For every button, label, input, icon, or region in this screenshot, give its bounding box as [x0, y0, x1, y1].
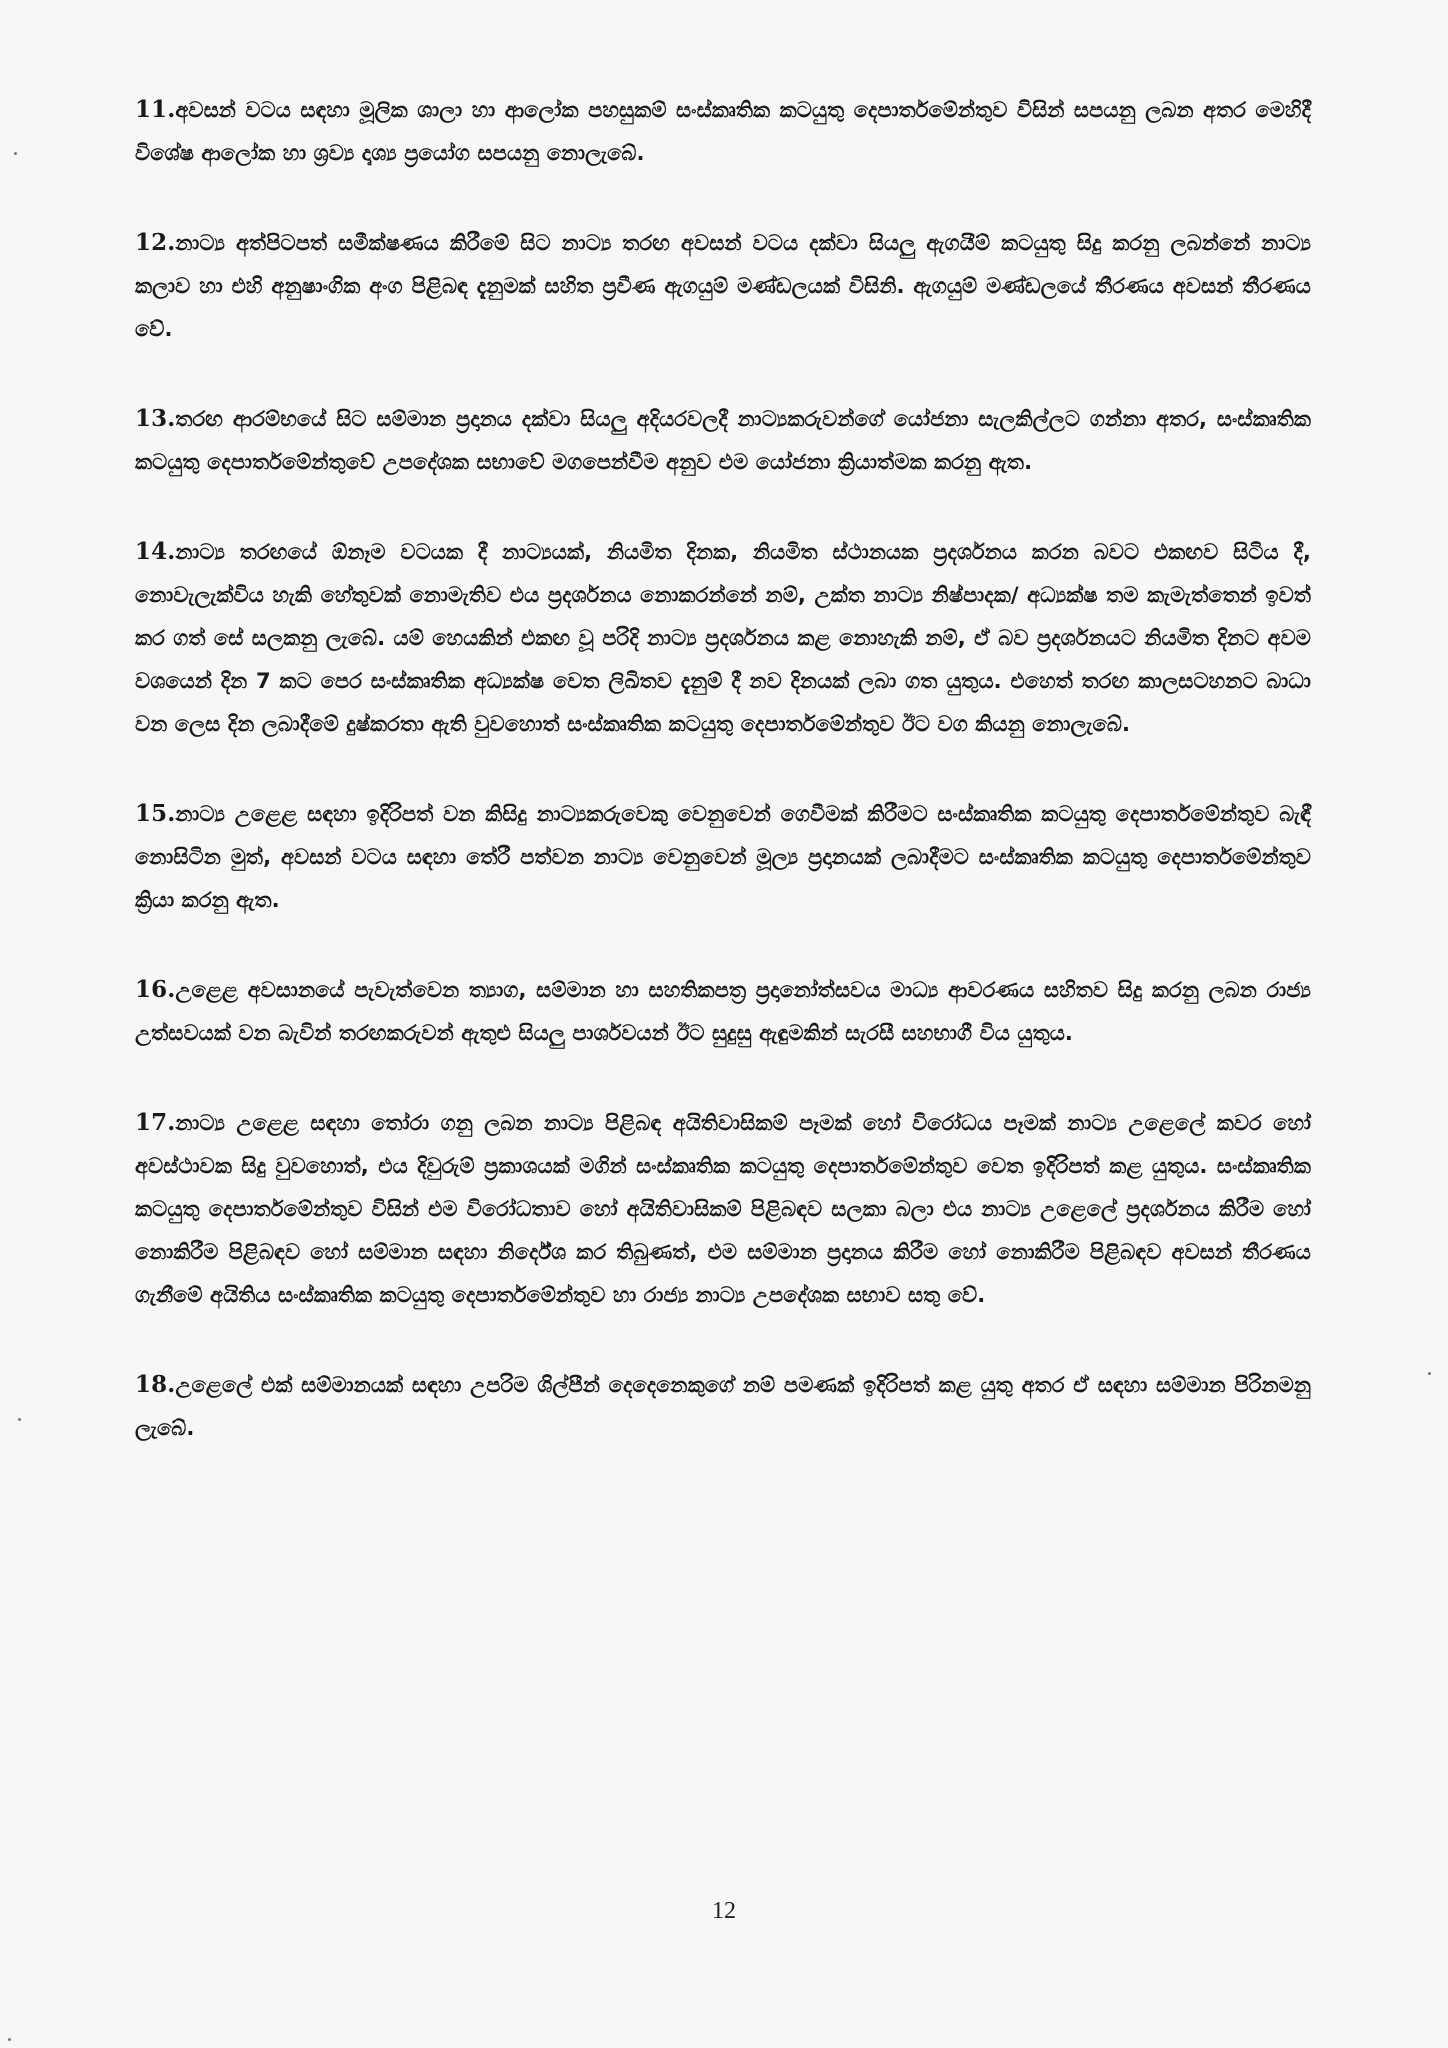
clause-text [135, 1101, 1311, 1317]
clause-16 [135, 968, 1311, 1055]
clause-18 [135, 1363, 1311, 1450]
clause-text [135, 968, 1311, 1055]
clause-text [135, 221, 1311, 351]
clause-text [135, 397, 1311, 484]
clause-text [135, 792, 1311, 922]
clause-text [135, 1363, 1311, 1450]
scan-speck [8, 2038, 11, 2041]
scan-speck [14, 152, 17, 155]
scan-speck [18, 1418, 21, 1421]
clause-body: නාට්‍ය උළෙළ සඳහා ඉදිරිපත් වන කිසිදු නාට්‍යකරුවෙකු වෙනුවෙන් ගෙවීමක් කිරීමට සංස්කෘතික කටයුතු දෙපාර්තමේන්තුව බැඳී නොසිටින මුත්, අවසන් වටය සඳහා තේරී පත්වන නාට්‍ය වෙනුවෙන් මූල්‍ය ප්‍රදානයක් ලබාදීමට සංස්කෘතික කටයුතු දෙපාර්තමේන්තුව ක්‍රියා කරනු ඇත. [135, 802, 1311, 912]
clause-text [135, 88, 1311, 175]
clause-body: උළෙලේ එක් සම්මානයක් සඳහා උපරිම ශිල්පීන් දෙදෙනෙකුගේ නම් පමණක් ඉදිරිපත් කළ යුතු අතර ඒ සඳහා සම්මාන පිරිනමනු ලැබේ. [135, 1373, 1311, 1440]
clause-body: නාට්‍ය තරඟයේ ඕනෑම වටයක දී නාට්‍යයක්, නියමිත දිනක, නියමිත ස්ථානයක ප්‍රදර්ශනය කරන බවට එකඟව සිටිය දී, නොවැලැක්විය හැකි හේතුවක් නොමැතිව එය ප්‍රදර්ශනය නොකරන්නේ නම්, උක්ත නාට්‍ය නිෂ්පාදක/ අධ්‍යක්ෂ තම කැමැත්තෙන් ඉවත් කර ගත් සේ සලකනු ලැබේ. යම් හෙයකින් එකඟ වූ පරිදි නාට්‍ය ප්‍රදර්ශනය කළ නොහැකි නම්, ඒ බව ප්‍රදර්ශනයට නියමිත දිනට අවම වශයෙන් දින 7 කට පෙර සංස්කෘතික අධ්‍යක්ෂ වෙත ලිඛිතව දැනුම් දී නව දිනයක් ලබා ගත යුතුය. එහෙත් තරඟ කාලසටහනට බාධා වන ලෙස දින ලබාදීමේ දුෂ්කරතා ඇති වුවහොත් සංස්කෘතික කටයුතු දෙපාර්තමේන්තුව ඊට වග කියනු නොලැබේ. [135, 540, 1311, 736]
clause-12 [135, 221, 1311, 351]
clause-11 [135, 88, 1311, 175]
clause-number: 17. [135, 1109, 176, 1136]
clause-number: 11. [135, 96, 176, 123]
clause-number: 12. [135, 229, 176, 256]
clause-body: නාට්‍ය උළෙළ සඳහා තෝරා ගනු ලබන නාට්‍ය පිළිබඳ අයිතිවාසිකම් පෑමක් හෝ විරෝධය පෑමක් නාට්‍ය උළෙලේ කවර හෝ අවස්ථාවක සිදු වුවහොත්, එය දිවුරුම් ප්‍රකාශයක් මගින් සංස්කෘතික කටයුතු දෙපාර්තමේන්තුව වෙත ඉදිරිපත් කළ යුතුය. සංස්කෘතික කටයුතු දෙපාර්තමේන්තුව විසින් එම විරෝධතාව හෝ අයිතිවාසිකම් පිළිබඳව සලකා බලා එය නාට්‍ය උළෙලේ ප්‍රදර්ශනය කිරීම හෝ නොකිරීම පිළිබඳව හෝ සම්මාන සඳහා නිර්දේශ කර තිබුණත්, එම සම්මාන ප්‍රදානය කිරීම හෝ නොකිරීම පිළිබඳව අවසන් තීරණය ගැනීමේ අයිතිය සංස්කෘතික කටයුතු දෙපාර්තමේන්තුව හා රාජ්‍ය නාට්‍ය උපදේශක සභාව සතු වේ. [135, 1111, 1311, 1307]
clause-list [135, 88, 1311, 1496]
clause-17 [135, 1101, 1311, 1317]
clause-13 [135, 397, 1311, 484]
clause-number: 13. [135, 405, 176, 432]
clause-14 [135, 530, 1311, 746]
page-number: 12 [712, 1898, 736, 1924]
clause-15 [135, 792, 1311, 922]
clause-number: 14. [135, 538, 176, 565]
clause-body: අවසන් වටය සඳහා මූලික ශාලා හා ආලෝක පහසුකම් සංස්කෘතික කටයුතු දෙපාර්තමේන්තුව විසින් සපයනු ලබන අතර මෙහිදී විශේෂ ආලෝක හා ශ්‍රව්‍ය දෘශ්‍ය ප්‍රයෝග සපයනු නොලැබේ. [135, 98, 1311, 165]
clause-body: නාට්‍ය අත්පිටපත් සමීක්ෂණය කිරීමේ සිට නාට්‍ය තරඟ අවසන් වටය දක්වා සියලු ඇගයීම් කටයුතු සිදු කරනු ලබන්නේ නාට්‍ය කලාව හා එහි අනුෂාංගික අංග පිළිබඳ දැනුමක් සහිත ප්‍රවීණ ඇගයුම් මණ්ඩලයක් විසිනි. ඇගයුම් මණ්ඩලයේ තීරණය අවසන් තීරණය වේ. [135, 231, 1311, 341]
scan-speck [1428, 1372, 1431, 1375]
clause-number: 16. [135, 976, 176, 1003]
clause-body: තරඟ ආරම්භයේ සිට සම්මාන ප්‍රදානය දක්වා සියලු අදියරවලදී නාට්‍යකරුවන්ගේ යෝජනා සැලකිල්ලට ගන්නා අතර, සංස්කෘතික කටයුතු දෙපාර්තමේන්තුවේ උපදේශක සභාවේ මගපෙන්වීම අනුව එම යෝජනා ක්‍රියාත්මක කරනු ඇත. [135, 407, 1311, 474]
clause-body: උළෙළ අවසානයේ පැවැත්වෙන ත්‍යාග, සම්මාන හා සහතිකපත්‍ර ප්‍රදානෝත්සවය මාධ්‍ය ආවරණය සහිතව සිදු කරනු ලබන රාජ්‍ය උත්සවයක් වන බැවින් තරඟකරුවන් ඇතුළු සියලු පාර්ශවයන් ඊට සුදුසු ඇඳුමකින් සැරසී සහභාගී විය යුතුය. [135, 978, 1311, 1045]
clause-text [135, 530, 1311, 746]
clause-number: 15. [135, 800, 176, 827]
clause-number: 18. [135, 1371, 176, 1398]
